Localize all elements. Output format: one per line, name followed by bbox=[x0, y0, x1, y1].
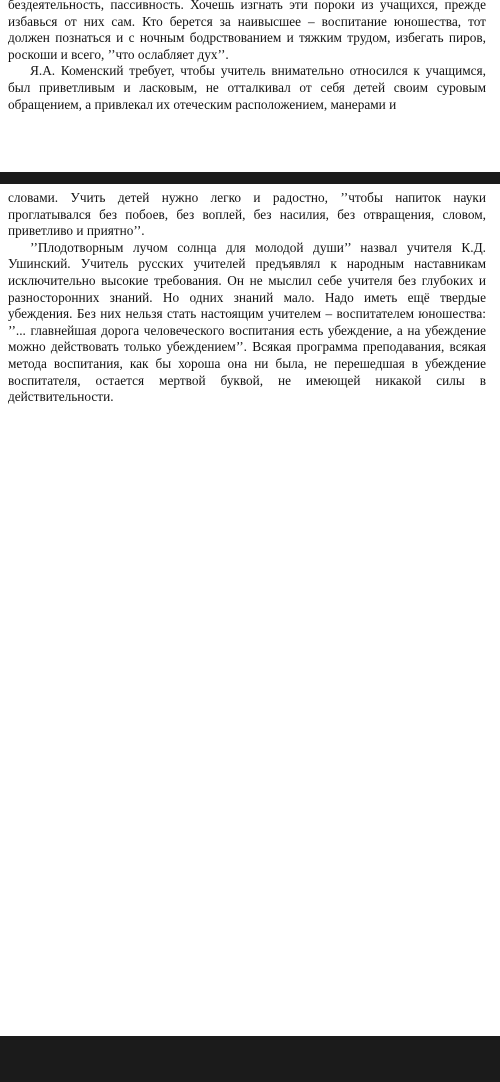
page-bottom-text bbox=[8, 190, 486, 406]
document-page-top bbox=[0, 0, 500, 172]
page-top-text bbox=[8, 0, 486, 113]
document-page-bottom bbox=[0, 184, 500, 1036]
page-separator bbox=[0, 172, 500, 184]
bottom-bar bbox=[0, 1036, 500, 1082]
paragraph: Я.А. Коменский требует, чтобы учитель внимательно относился к учащимся, был приветливым и ласковым, не отталкивал от себя детей своим суровым обращением, а привлекал их отеческим расположением, манерами и bbox=[8, 63, 486, 112]
paragraph: ’’Плодотворным лучом солнца для молодой души’’ назвал учителя К.Д. Ушинский. Учитель русских учителей предъявлял к народным наставникам исключительно высокие требования. Он не мыслил себе учителя без глубоких и разносторонних знаний. Но одних знаний мало. Надо иметь ещё твердые убеждения. Без них нельзя стать настоящим учителем – воспитателем юношества: ’’... главнейшая дорога человеческого воспитания есть убеждение, а на убеждение можно действовать только убеждением’’. Всякая программа преподавания, всякая метода воспитания, как бы хороша она ни была, не перешедшая в убеждение воспитателя, остается мертвой буквой, не имеющей никакой силы в действительности. bbox=[8, 239, 486, 405]
paragraph: бездеятельность, пассивность. Хочешь изгнать эти пороки из учащихся, прежде избавься от них сам. Кто берется за наивысшее – воспитание юношества, тот должен познаться и с ночным бодрствованием и тяжким трудом, избегать пиров, роскоши и всего, ’’что ослабляет дух’’. bbox=[8, 0, 486, 62]
paragraph: словами. Учить детей нужно легко и радостно, ’’чтобы напиток науки проглатывался без побоев, без воплей, без насилия, без отвращения, словом, приветливо и приятно’’. bbox=[8, 190, 486, 239]
